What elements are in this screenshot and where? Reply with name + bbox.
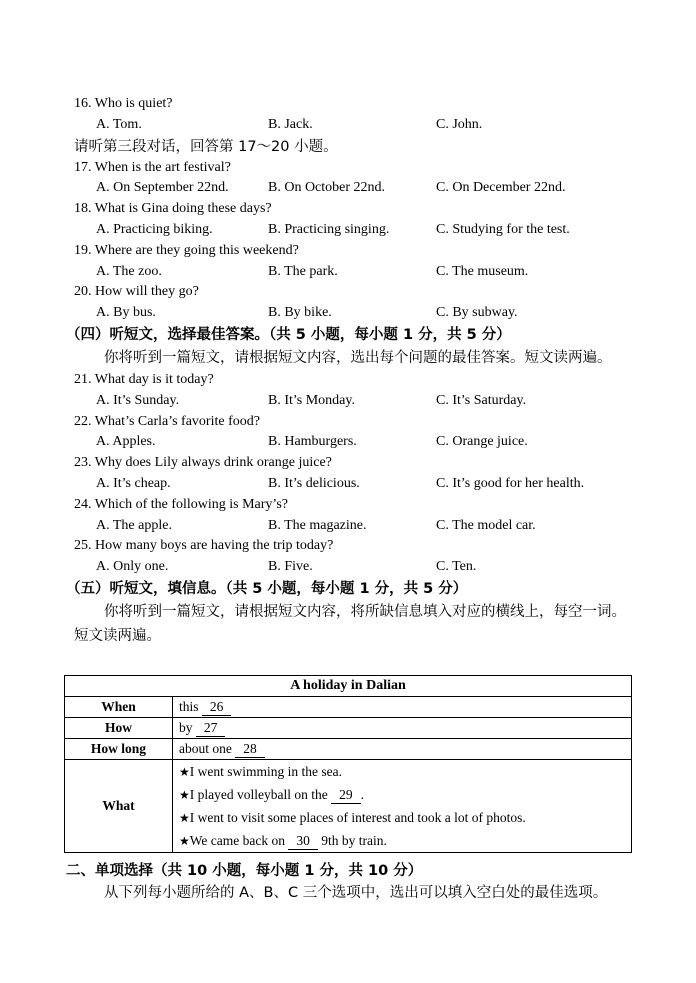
how-label: How xyxy=(65,718,173,739)
option-c: C. The model car. xyxy=(436,517,536,533)
option-b: B. Jack. xyxy=(268,116,313,132)
option-a: A. Only one. xyxy=(96,559,169,575)
question-24: 24. Which of the following is Mary’s? xyxy=(74,496,288,512)
question-20: 20. How will they go? xyxy=(74,284,199,300)
what-line-2 xyxy=(179,783,625,806)
option-b: B. By bike. xyxy=(268,305,332,321)
star-icon: ★ xyxy=(179,788,190,802)
blank-27[interactable]: 27 xyxy=(196,720,226,737)
options-21 xyxy=(74,391,634,412)
holiday-info-table xyxy=(64,675,632,853)
options-25 xyxy=(74,557,634,578)
blank-26[interactable]: 26 xyxy=(202,699,232,716)
when-label: When xyxy=(65,697,173,718)
option-a: A. Tom. xyxy=(96,116,142,132)
question-25: 25. How many boys are having the trip today? xyxy=(74,538,334,554)
question-18: 18. What is Gina doing these days? xyxy=(74,201,272,217)
options-18 xyxy=(74,220,634,241)
what-line-3 xyxy=(179,806,625,829)
options-23 xyxy=(74,474,634,495)
question-16: 16. Who is quiet? xyxy=(74,96,173,111)
option-c: C. Orange juice. xyxy=(436,434,528,450)
what-line-1 xyxy=(179,760,625,783)
option-a: A. It’s cheap. xyxy=(96,475,171,491)
table-row-what xyxy=(65,760,632,853)
options-19 xyxy=(74,262,634,283)
section-3-instruction: 请听第三段对话，回答第 17～20 小题。 xyxy=(74,138,338,155)
question-19: 19. Where are they going this weekend? xyxy=(74,242,299,258)
table-title: A holiday in Dalian xyxy=(65,676,632,697)
table-row-when xyxy=(65,697,632,718)
options-24 xyxy=(74,516,634,537)
option-b: B. It’s delicious. xyxy=(268,475,360,491)
how-long-value xyxy=(173,739,632,760)
question-22: 22. What’s Carla’s favorite food? xyxy=(74,413,260,429)
part-4-instruction: 你将听到一篇短文，请根据短文内容，选出每个问题的最佳答案。短文读两遍。 xyxy=(104,349,612,366)
when-value xyxy=(173,697,632,718)
what-text-4-end: 9th by train. xyxy=(321,833,387,848)
star-icon: ★ xyxy=(179,765,190,779)
question-23: 23. Why does Lily always drink orange juice? xyxy=(74,455,332,471)
blank-29[interactable]: 29 xyxy=(331,787,361,804)
option-c: C. Studying for the test. xyxy=(436,221,570,237)
option-c: C. It’s good for her health. xyxy=(436,475,585,491)
option-a: A. On September 22nd. xyxy=(96,180,229,196)
option-c: C. John. xyxy=(436,116,483,132)
blank-30[interactable]: 30 xyxy=(288,833,318,850)
option-a: A. It’s Sunday. xyxy=(96,392,180,408)
option-b: B. Practicing singing. xyxy=(268,221,390,237)
part-5-title: （五）听短文，填信息。（共 5 小题，每小题 1 分，共 5 分） xyxy=(66,580,468,597)
star-icon: ★ xyxy=(179,811,190,825)
options-20 xyxy=(74,303,634,324)
listening-section xyxy=(66,94,634,648)
how-value xyxy=(173,718,632,739)
part-4-title: （四）听短文，选择最佳答案。（共 5 小题，每小题 1 分，共 5 分） xyxy=(66,326,511,343)
part-two-title: 二、单项选择（共 10 小题，每小题 1 分，共 10 分） xyxy=(66,863,423,879)
what-label: What xyxy=(65,760,173,853)
table-row-how-long xyxy=(65,739,632,760)
option-a: A. Practicing biking. xyxy=(96,221,213,237)
option-a: A. By bus. xyxy=(96,305,156,321)
option-b: B. Hamburgers. xyxy=(268,434,357,450)
question-21: 21. What day is it today? xyxy=(74,371,214,387)
option-a: A. The apple. xyxy=(96,517,172,533)
how-long-prefix: about one xyxy=(179,741,232,756)
option-c: C. It’s Saturday. xyxy=(436,392,527,408)
option-b: B. It’s Monday. xyxy=(268,392,355,408)
option-b: B. The park. xyxy=(268,263,338,279)
what-value xyxy=(173,760,632,853)
option-a: A. Apples. xyxy=(96,434,156,450)
option-c: C. The museum. xyxy=(436,263,529,279)
what-text-2-end: . xyxy=(360,787,364,802)
what-line-4 xyxy=(179,829,625,852)
how-prefix: by xyxy=(179,720,193,735)
what-text-2: I played volleyball on the xyxy=(189,787,328,802)
option-c: C. Ten. xyxy=(436,559,477,575)
blank-28[interactable]: 28 xyxy=(235,741,265,758)
option-a: A. The zoo. xyxy=(96,263,162,279)
part-5-instruction: 你将听到一篇短文，请根据短文内容，将所缺信息填入对应的横线上，每空一词。短文读两遍。 xyxy=(74,603,626,644)
what-text-1: I went swimming in the sea. xyxy=(189,764,342,779)
option-b: B. Five. xyxy=(268,559,313,575)
options-17 xyxy=(74,178,634,199)
option-b: B. On October 22nd. xyxy=(268,180,386,196)
option-c: C. On December 22nd. xyxy=(436,180,566,196)
star-icon: ★ xyxy=(179,834,190,848)
when-prefix: this xyxy=(179,699,199,714)
how-long-label: How long xyxy=(65,739,173,760)
what-text-4: We came back on xyxy=(189,833,286,848)
part-two-instruction: 从下列每小题所给的 A、B、C 三个选项中，选出可以填入空白处的最佳选项。 xyxy=(104,885,608,901)
part-two-section xyxy=(66,860,634,904)
table-row-how xyxy=(65,718,632,739)
what-text-3: I went to visit some places of interest and took a lot of photos. xyxy=(189,810,526,825)
option-c: C. By subway. xyxy=(436,305,518,321)
option-b: B. The magazine. xyxy=(268,517,367,533)
question-17: 17. When is the art festival? xyxy=(74,159,231,175)
options-16 xyxy=(74,115,634,136)
options-22 xyxy=(74,432,634,453)
